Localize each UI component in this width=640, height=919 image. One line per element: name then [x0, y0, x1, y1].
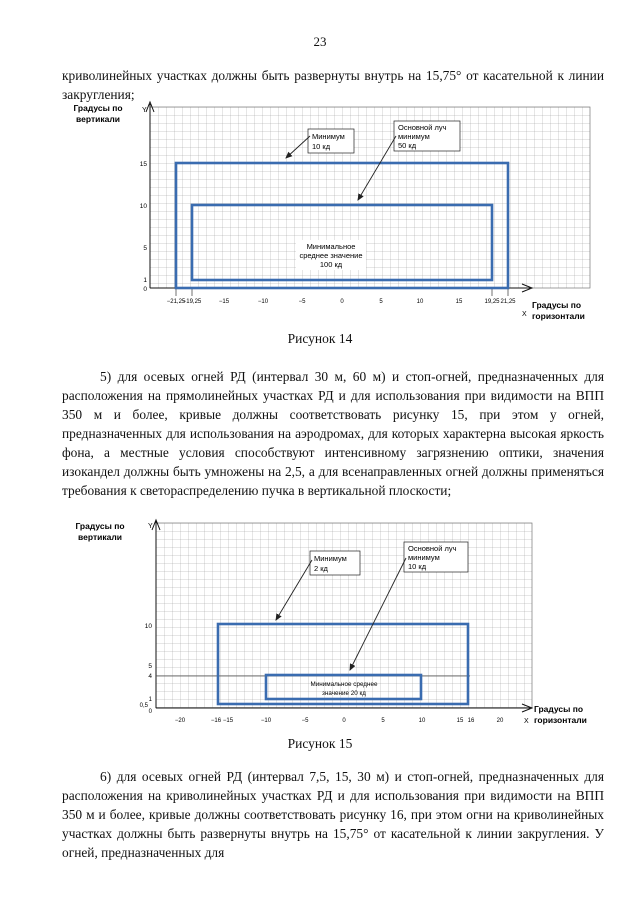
- y-axis-title-2: вертикали: [78, 532, 122, 542]
- page-number: 23: [313, 34, 327, 49]
- y-tick-0: 0: [148, 709, 152, 715]
- label-avg-line3: 100 кд: [319, 260, 343, 269]
- grid: [150, 107, 590, 288]
- x-tick: 0: [340, 299, 344, 305]
- x-tick: 5: [381, 718, 385, 724]
- figure-15-diagram: [60, 518, 600, 730]
- figure-14-diagram: [60, 100, 600, 328]
- x-tick: 10: [416, 299, 424, 305]
- x-tick: 5: [379, 299, 383, 305]
- caption-figure-15: Рисунок 15: [287, 736, 353, 751]
- callout-main-line1: Основной луч: [408, 544, 457, 553]
- callout-main-line2: минимум: [408, 553, 440, 562]
- x-tick: 15: [455, 299, 463, 305]
- x-letter: X: [524, 718, 529, 725]
- x-axis-title-1: Градусы по: [532, 300, 582, 310]
- x-tick: −20: [174, 718, 186, 724]
- x-tick: 16: [467, 718, 475, 724]
- paragraph-6: 6) для осевых огней РД (интервал 7,5, 15, 30 м) и стоп-огней, предназначенных для расположения на криволинейных участках РД и для использования при видимости на ВПП 350 м и более, кривые должны соответствовать рисунку 16, при этом огни на криволинейных участках должны быть развернуты внутрь на 15,75° от касательной к линии закругления. У огней, предназначенных для: [62, 769, 604, 860]
- x-letter: X: [522, 311, 527, 318]
- y-tick-0-5: 0,5: [139, 703, 148, 709]
- y-letter: Y: [142, 107, 147, 114]
- x-tick: −10: [260, 718, 272, 724]
- y-tick-5: 5: [148, 663, 152, 670]
- x-tick: −15: [222, 718, 234, 724]
- x-tick: −19,25: [182, 299, 202, 305]
- y-tick-4: 4: [148, 673, 152, 680]
- y-tick-15: 15: [139, 161, 147, 168]
- x-tick: −5: [298, 299, 306, 305]
- callout-main-line1: Основной луч: [398, 123, 447, 132]
- x-tick: 20: [496, 718, 504, 724]
- y-tick-10: 10: [144, 623, 152, 630]
- caption-figure-14: Рисунок 14: [287, 331, 353, 346]
- callout-min-line2: 2 кд: [314, 564, 328, 573]
- y-tick-5: 5: [143, 245, 147, 252]
- label-avg-line1: Минимальное: [306, 242, 356, 251]
- y-tick-0: 0: [143, 286, 147, 293]
- x-tick: 15: [456, 718, 464, 724]
- x-axis-title-2: горизонтали: [534, 715, 587, 725]
- x-tick: 10: [418, 718, 426, 724]
- callout-main-line3: 10 кд: [408, 562, 427, 571]
- y-axis-title-2: вертикали: [76, 114, 120, 124]
- x-axis-title-2: горизонтали: [532, 311, 585, 321]
- paragraph-top: криволинейных участках должны быть развернуты внутрь на 15,75° от касательной к линии закругления;: [62, 68, 604, 102]
- x-tick: −21,25: [166, 299, 186, 305]
- callout-main-line2: минимум: [398, 132, 430, 141]
- x-tick: −5: [301, 718, 309, 724]
- paragraph-5: 5) для осевых огней РД (интервал 30 м, 60 м) и стоп-огней, предназначенных для расположения на прямолинейных участках РД и для использования при видимости на ВПП 350 м и более, кривые должны соответствовать рисунку 15, при этом у огней, предназначенных для использования на аэродромах, для которых характерна высокая яркость фона, а местные условия способствуют интенсивному загрязнению оптики, значения изокандел должны быть умножены на 2,5, а для всенаправленных огней должны применяться требования к светораспределению пучка в вертикальной плоскости;: [62, 369, 604, 498]
- y-tick-10: 10: [139, 203, 147, 210]
- x-tick: −10: [257, 299, 269, 305]
- callout-min-line1: Минимум: [314, 554, 347, 563]
- y-axis-title-1: Градусы по: [73, 103, 123, 113]
- label-avg-line2: среднее значение: [299, 251, 363, 260]
- callout-min-line1: Минимум: [312, 132, 345, 141]
- y-tick-1: 1: [148, 697, 152, 703]
- x-tick: −15: [218, 299, 230, 305]
- callout-main-line3: 50 кд: [398, 141, 417, 150]
- x-axis-title-1: Градусы по: [534, 704, 584, 714]
- y-tick-1: 1: [143, 277, 147, 284]
- x-tick: 19,25: [484, 299, 500, 305]
- x-tick: −16: [210, 718, 222, 724]
- y-letter: Y: [148, 523, 153, 530]
- label-avg-line2: значение 20 кд: [322, 690, 366, 697]
- label-avg-line1: Минимальное среднее: [310, 681, 378, 688]
- callout-min-line2: 10 кд: [312, 142, 331, 151]
- y-axis-title-1: Градусы по: [75, 521, 125, 531]
- x-tick: 21,25: [500, 299, 516, 305]
- x-tick: 0: [342, 718, 346, 724]
